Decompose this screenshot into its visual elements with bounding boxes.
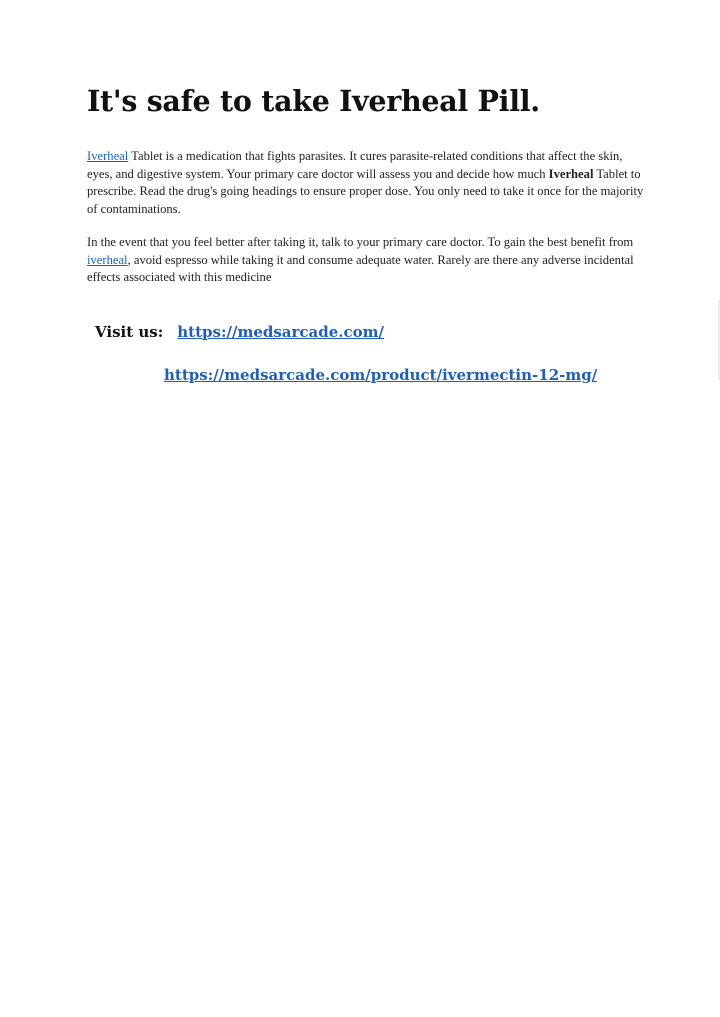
paragraph-advice	[87, 234, 647, 287]
visit-us-label: Visit us:	[95, 323, 164, 341]
paragraph-intro-text-a: Tablet is a medication that fights parasites. It cures parasite-related conditions that affect the skin, eyes, and digestive system. Your primary care doctor will assess you and decide how much	[87, 149, 623, 181]
iverheal-link[interactable]: Iverheal	[87, 149, 129, 163]
paragraph-intro	[87, 148, 647, 218]
paragraph-advice-text-b: , avoid espresso while taking it and consume adequate water. Rarely are there any adverse incidental effects associated with this medicine	[87, 252, 634, 284]
visit-us-row	[95, 322, 384, 341]
paragraph-advice-text-a: In the event that you feel better after taking it, talk to your primary care doctor. To gain the best benefit from	[87, 235, 634, 249]
page-title: It's safe to take Iverheal Pill.	[87, 84, 540, 118]
medsarcade-home-link[interactable]: https://medsarcade.com/	[177, 323, 385, 341]
medsarcade-product-link[interactable]: https://medsarcade.com/product/ivermectin-12-mg/	[164, 366, 598, 384]
iverheal-bold-text: Iverheal	[548, 166, 594, 181]
paragraph-intro-text-b: Tablet to prescribe. Read the drug's going headings to ensure proper dose. You only need to take it once for the majority of contaminations.	[87, 166, 644, 216]
iverheal-inline-link[interactable]: iverheal	[87, 252, 128, 267]
